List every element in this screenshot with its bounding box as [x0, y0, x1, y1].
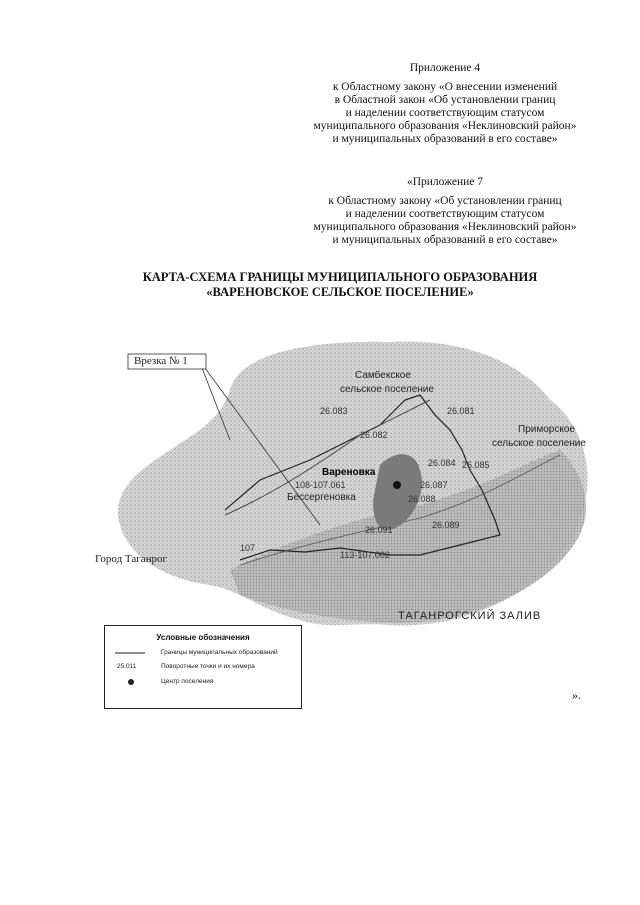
- appendix-7-line: и наделении соответствующим статусом: [345, 208, 545, 220]
- appendix-4-title: Приложение 4: [409, 62, 481, 74]
- map-legend: [104, 625, 302, 709]
- map-label-primorskoe: сельское поселение: [492, 438, 586, 449]
- turning-point-label: 26.082: [360, 430, 388, 440]
- turning-point-label: 26.085: [462, 460, 490, 470]
- legend-turning-points-text: Поворотные точки и их номера: [161, 663, 255, 670]
- map-label-varenovka: Вареновка: [322, 467, 376, 478]
- legend-center-symbol: [127, 678, 135, 686]
- turning-point-label: 26.089: [432, 520, 460, 530]
- turning-point-label: 107: [240, 543, 256, 553]
- legend-boundary-text: Границы муниципальных образований: [161, 649, 278, 656]
- appendix-7-line: и муниципальных образований в его составе»: [332, 234, 558, 246]
- appendix-7-block: [285, 176, 605, 247]
- map-label-primorskoe: Приморское: [518, 424, 575, 435]
- map-label-bessergenovka: Бессергеновка: [287, 492, 356, 503]
- inset-label: Врезка № 1: [134, 355, 188, 367]
- map-graphic: [90, 320, 610, 650]
- map-schema: [90, 320, 610, 650]
- map-label-sambekskoe: сельское поселение: [340, 384, 434, 395]
- map-heading-line-1: КАРТА-СХЕМА ГРАНИЦЫ МУНИЦИПАЛЬНОГО ОБРАЗОВАНИЯ: [142, 270, 538, 284]
- map-heading-line-2: «ВАРЕНОВСКОЕ СЕЛЬСКОЕ ПОСЕЛЕНИЕ»: [206, 285, 474, 299]
- legend-title: Условные обозначения: [156, 633, 250, 642]
- turning-point-label: 26.087: [420, 480, 448, 490]
- appendix-7-line: к Областному закону «Об установлении границ: [328, 195, 562, 207]
- appendix-4-line: к Областному закону «О внесении изменений: [332, 81, 558, 93]
- turning-point-label: 26.091: [365, 525, 393, 535]
- appendix-4-block: [285, 62, 605, 146]
- map-label-gulf: ТАГАНРОГСКИЙ ЗАЛИВ: [398, 610, 542, 622]
- appendix-4-line: и наделении соответствующим статусом: [345, 107, 545, 119]
- map-label-sambekskoe: Самбекское: [355, 370, 411, 381]
- appendix-7-title: «Приложение 7: [406, 176, 484, 188]
- legend-center-text: Центр поселения: [161, 678, 214, 685]
- turning-point-label: 113-107.002: [340, 550, 390, 560]
- turning-point-label: 26.088: [408, 494, 436, 504]
- settlement-center-marker: [393, 481, 401, 489]
- appendix-4-line: и муниципальных образований в его составе»: [332, 133, 558, 145]
- appendix-4-line: муниципального образования «Неклиновский район»: [313, 120, 577, 132]
- legend-boundary-symbol: [115, 650, 145, 656]
- map-label-taganrog: Город Таганрог: [95, 553, 168, 565]
- closing-quote: ».: [572, 688, 581, 702]
- turning-point-label: 26.081: [447, 406, 475, 416]
- appendix-7-line: муниципального образования «Неклиновский район»: [313, 221, 577, 233]
- legend-point-sample: 25.011: [117, 663, 137, 670]
- turning-point-label: 26.083: [320, 406, 348, 416]
- turning-point-label: 26.084: [428, 458, 456, 468]
- turning-point-label: 108-107.061: [295, 480, 346, 490]
- appendix-4-line: в Областной закон «Об установлении границ: [334, 94, 556, 106]
- map-heading: [60, 270, 620, 300]
